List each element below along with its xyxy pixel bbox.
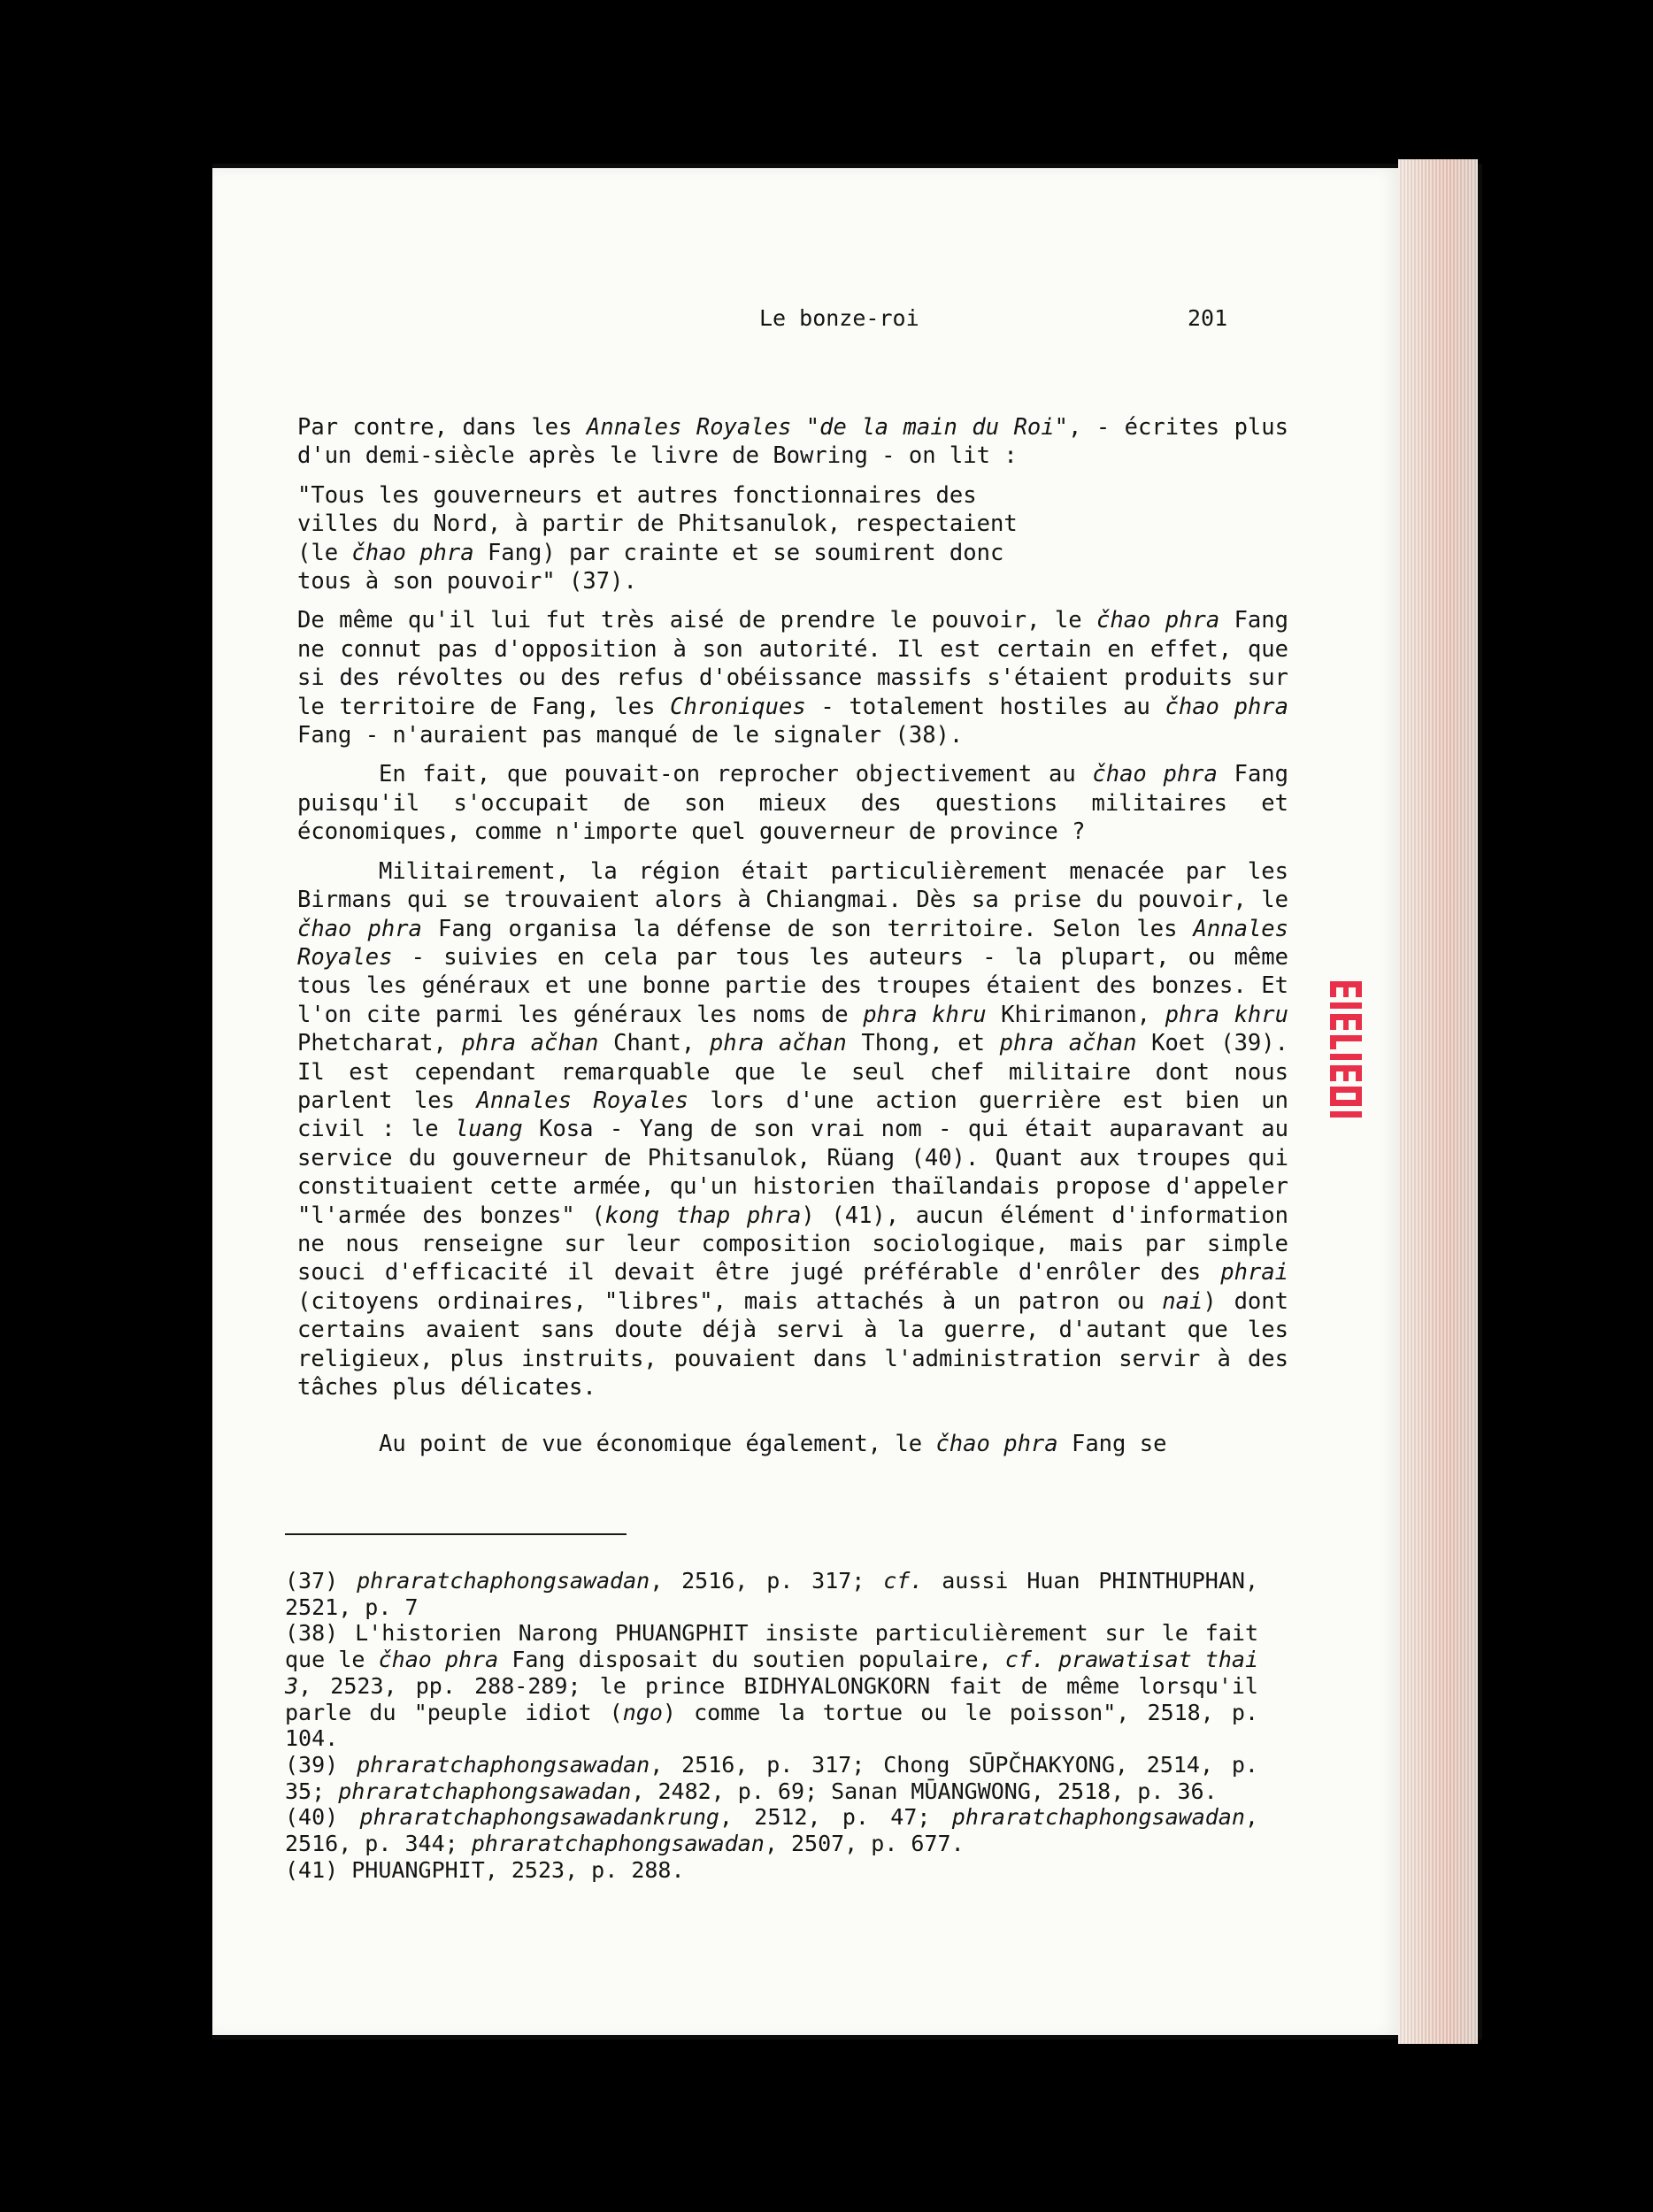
block-quote (297, 481, 1041, 596)
text-run: ) (41), aucun élément d'information ne nous renseigne sur leur composition sociologique, mais par simple souci d'efficacité il devait être jugé préférable d'enrôler des (297, 1202, 1288, 1286)
text-run: - totalement hostiles au (805, 693, 1165, 720)
footnote-41 (285, 1857, 1258, 1884)
paragraph (297, 857, 1288, 1402)
text-run-italic: ngo (622, 1699, 663, 1725)
running-title: Le bonze-roi (759, 305, 919, 331)
footnote-37 (285, 1568, 1258, 1620)
text-run: (37) (285, 1568, 358, 1594)
text-run-italic: čhao phra (351, 539, 474, 566)
text-run: Fang organisa la défense de son territoire. Selon les (421, 915, 1194, 942)
footnotes (285, 1568, 1258, 1883)
text-run: - suivies en cela par tous les auteurs - la plupart, ou même tous les généraux et une bonne partie des troupes étaient des bonzes. Et l'on cite parmi les généraux les noms de (297, 943, 1288, 1028)
text-run-italic: cf. prawatisat thai 3 (285, 1647, 1258, 1699)
text-run: Khirimanon, (986, 1001, 1165, 1028)
text-run: "Tous les gouverneurs et autres fonctionnaires des villes du Nord, à partir de Phitsanulok, respectaient (le (297, 481, 1018, 566)
paragraph (297, 760, 1288, 846)
text-run: Fang - n'auraient pas manqué de le signaler (38). (297, 722, 964, 749)
text-run: Fang) par crainte et se soumirent donc tous à son pouvoir" (37). (297, 539, 1004, 595)
text-run-italic: phra ačhan (999, 1030, 1137, 1057)
text-run-italic: phraratchaphongsawadan (357, 1751, 650, 1778)
text-run: Phetcharat, (297, 1030, 462, 1057)
text-run-italic: phrai (1220, 1259, 1288, 1286)
text-run: , - écrites plus d'un demi-siècle après le livre de Bowring - on lit : (297, 414, 1288, 470)
paragraph (297, 413, 1288, 471)
text-run-italic: phra ačhan (709, 1030, 847, 1057)
library-stamp-graphic (1325, 978, 1367, 1119)
text-run: ) dont certains avaient sans doute déjà servi à la guerre, d'autant que les religieux, plus instruits, pouvaient dans l'administration servir à des tâches plus délicates. (297, 1287, 1288, 1401)
footnote-39 (285, 1752, 1258, 1804)
text-run-italic: čhao phra (378, 1647, 499, 1673)
text-run: Fang puisqu'il s'occupait de son mieux des questions militaires et économiques, comme n'importe quel gouverneur de province ? (297, 761, 1288, 846)
text-run-italic: čhao phra (1165, 693, 1288, 720)
text-run-italic: Annales Royales (476, 1087, 688, 1114)
text-run-italic: čhao phra (297, 915, 422, 942)
text-run: Fang se (1057, 1431, 1167, 1458)
text-run: , 2523, pp. 288-289; le prince BIDHYALONGKORN fait de même lorsqu'il parle du "peuple idiot ( (285, 1672, 1258, 1725)
text-run-italic: čhao phra (1096, 607, 1220, 634)
text-run: Militairement, la région était particulièrement menacée par les Birmans qui se trouvaient alors à Chiangmai. Dès sa prise du pouvoir, le (297, 857, 1288, 914)
text-run: Fang ne connut pas d'opposition à son autorité. Il est certain en effet, que si des révoltes ou des refus d'obéissance massifs s'étaient produits sur le territoire de Fang, les (297, 607, 1288, 720)
footnote-rule (285, 1533, 627, 1535)
text-run-italic: nai (1162, 1287, 1203, 1315)
text-run: aussi Huan PHINTHUPHAN, 2521, p. 7 (285, 1568, 1258, 1620)
page-edge (1398, 159, 1478, 2044)
text-run: En fait, que pouvait-on reprocher objectivement au (379, 761, 1093, 788)
footnote-40 (285, 1804, 1258, 1856)
text-run-italic: Annales Royales (297, 915, 1288, 971)
text-run: (41) PHUANGPHIT, 2523, p. 288. (285, 1856, 685, 1883)
text-run-italic: phraratchaphongsawadan (471, 1831, 765, 1857)
text-run: (40) (285, 1804, 360, 1831)
text-run: Au point de vue économique également, le (379, 1431, 936, 1458)
footnote-38 (285, 1620, 1258, 1752)
text-run-italic: luang (454, 1116, 523, 1143)
text-run: , 2482, p. 69; Sanan MŪANGWONG, 2518, p. 36. (631, 1778, 1218, 1804)
text-run: , 2516, p. 317; Chong SŪPČHAKYONG, 2514, p. 35; (285, 1751, 1258, 1804)
library-stamp (1325, 978, 1367, 1119)
page-header (0, 305, 1653, 341)
text-run-italic: phraratchaphongsawadan (338, 1778, 632, 1804)
text-run-italic: Chroniques (670, 693, 806, 720)
text-run: lors d'une action guerrière est bien un civil : le (297, 1087, 1289, 1143)
text-run: (citoyens ordinaires, "libres", mais attachés à un patron ou (297, 1287, 1163, 1315)
text-run: Kosa - Yang de son vrai nom - qui était auparavant au service du gouverneur de Phitsanulok, Rüang (40). Quant aux troupes qui constituaient cette armée, qu'un historien thaïlandais propose d'appeler "l'armée des bonzes" ( (297, 1116, 1288, 1229)
text-run-italic: Annales Royales "de la main du Roi" (586, 414, 1068, 441)
text-run-italic: kong thap phra (604, 1202, 802, 1229)
text-run: , 2512, p. 47; (719, 1804, 952, 1831)
text-run-italic: phraratchaphongsawadan (951, 1804, 1245, 1831)
text-run-italic: phra khru (863, 1001, 987, 1028)
text-run-italic: čhao phra (1092, 761, 1218, 788)
text-run: , 2516, p. 317; (650, 1568, 884, 1594)
text-run: , 2507, p. 677. (764, 1831, 965, 1857)
text-run-italic: phraratchaphongsawadan (357, 1568, 650, 1594)
text-run: Koet (39). Il est cependant remarquable que le seul chef militaire dont nous parlent les (297, 1030, 1288, 1114)
text-run-italic: cf. (883, 1568, 924, 1594)
text-run: (38) L'historien Narong PHUANGPHIT insiste particulièrement sur le fait que le (285, 1620, 1258, 1673)
text-run: Chant, (598, 1030, 710, 1057)
text-run-italic: phraratchaphongsawadankrung (359, 1804, 719, 1831)
text-run: (39) (285, 1751, 358, 1778)
paragraph (297, 606, 1288, 749)
text-run: ) comme la tortue ou le poisson", 2518, p. 104. (285, 1699, 1258, 1752)
text-run: , 2516, p. 344; (285, 1804, 1258, 1857)
text-run: De même qu'il lui fut très aisé de prendre le pouvoir, le (297, 607, 1096, 634)
text-run-italic: čhao phra (935, 1431, 1058, 1458)
text-run: Thong, et (846, 1030, 1000, 1057)
text-run: Fang disposait du soutien populaire, (498, 1647, 1005, 1673)
text-run-italic: phra ačhan (461, 1030, 599, 1057)
paragraph (297, 1430, 1288, 1458)
body-text (297, 413, 1288, 1459)
text-run-italic: phra khru (1165, 1001, 1288, 1028)
page-number: 201 (1188, 305, 1228, 331)
text-run: Par contre, dans les (297, 414, 587, 441)
